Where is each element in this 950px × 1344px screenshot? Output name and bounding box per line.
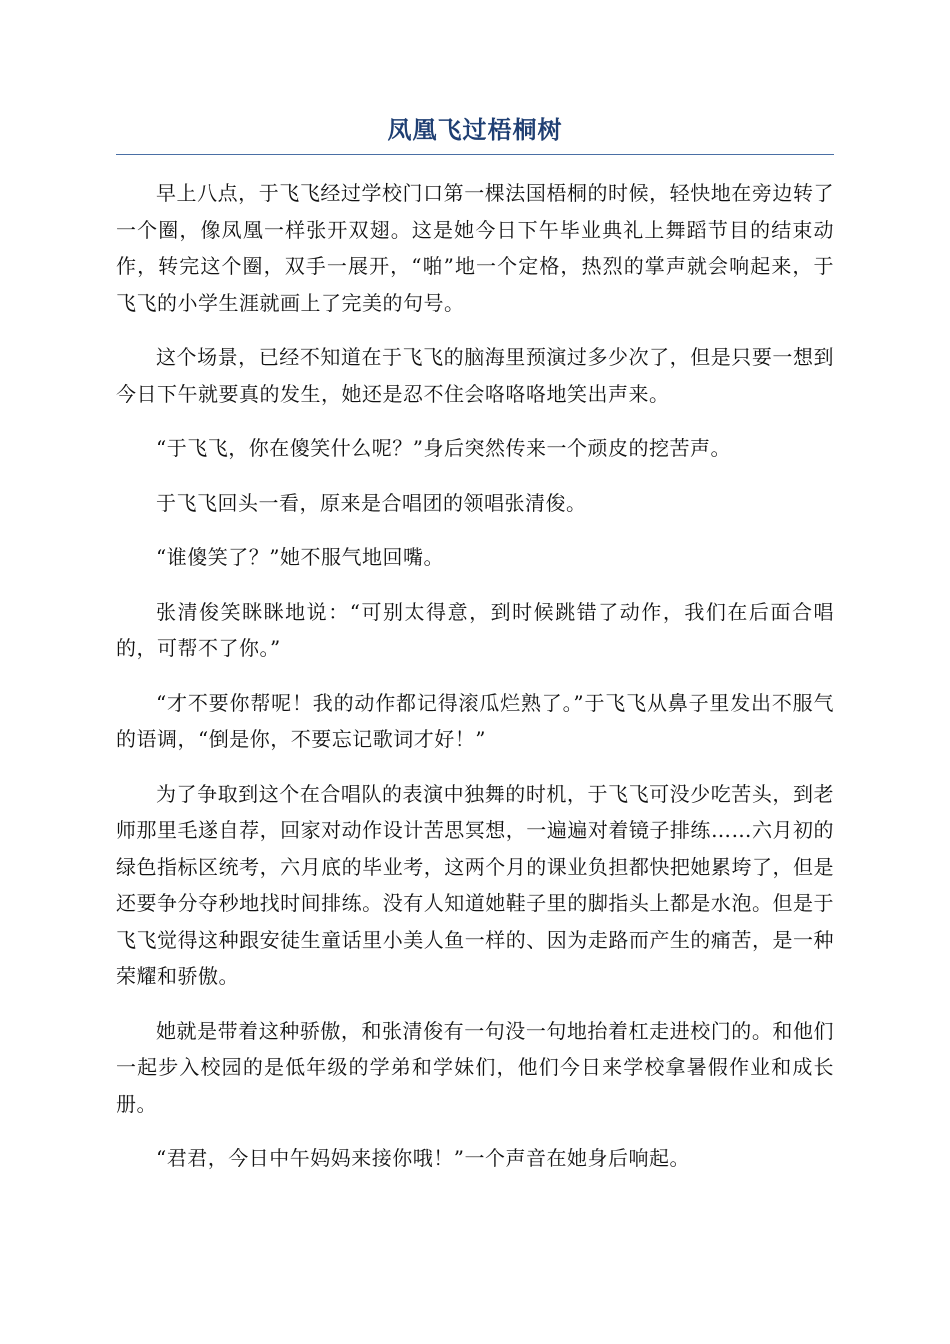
paragraph: 她就是带着这种骄傲，和张清俊有一句没一句地抬着杠走进校门的。和他们一起步入校园的是低年级的学弟和学妹们，他们今日来学校拿暑假作业和成长册。	[116, 1018, 834, 1116]
paragraph: 为了争取到这个在合唱队的表演中独舞的时机，于飞飞可没少吃苦头，到老师那里毛遂自荐，回家对动作设计苦思冥想，一遍遍对着镜子排练……六月初的绿色指标区统考，六月底的毕业考，这两个月的课业负担都快把她累垮了，但是还要争分夺秒地找时间排练。没有人知道她鞋子里的脚指头上都是水泡。但是于飞飞觉得这种跟安徒生童话里小美人鱼一样的、因为走路而产生的痛苦，是一种荣耀和骄傲。	[116, 781, 834, 988]
paragraph: 这个场景，已经不知道在于飞飞的脑海里预演过多少次了，但是只要一想到今日下午就要真的发生，她还是忍不住会咯咯咯地笑出声来。	[116, 345, 834, 406]
paragraph: 张清俊笑眯眯地说：“可别太得意，到时候跳错了动作，我们在后面合唱的，可帮不了你。”	[116, 599, 834, 660]
paragraph: “谁傻笑了？”她不服气地回嘴。	[156, 545, 444, 569]
paragraph: 于飞飞回头一看，原来是合唱团的领唱张清俊。	[156, 490, 587, 515]
document-title: 凤凰飞过梧桐树	[116, 112, 834, 155]
document-body	[116, 175, 834, 1177]
paragraph: 早上八点，于飞飞经过学校门口第一棵法国梧桐的时候，轻快地在旁边转了一个圈，像凤凰一样张开双翅。这是她今日下午毕业典礼上舞蹈节目的结束动作，转完这个圈，双手一展开，“啪”地一个定格，热烈的掌声就会响起来，于飞飞的小学生涯就画上了完美的句号。	[116, 181, 834, 315]
paragraph: “才不要你帮呢！我的动作都记得滚瓜烂熟了。”于飞飞从鼻子里发出不服气的语调，“倒是你，不要忘记歌词才好！”	[116, 690, 834, 751]
paragraph: “于飞飞，你在傻笑什么呢？”身后突然传来一个顽皮的挖苦声。	[156, 436, 731, 460]
paragraph: “君君，今日中午妈妈来接你哦！”一个声音在她身后响起。	[156, 1146, 690, 1170]
document-page	[116, 112, 834, 1195]
